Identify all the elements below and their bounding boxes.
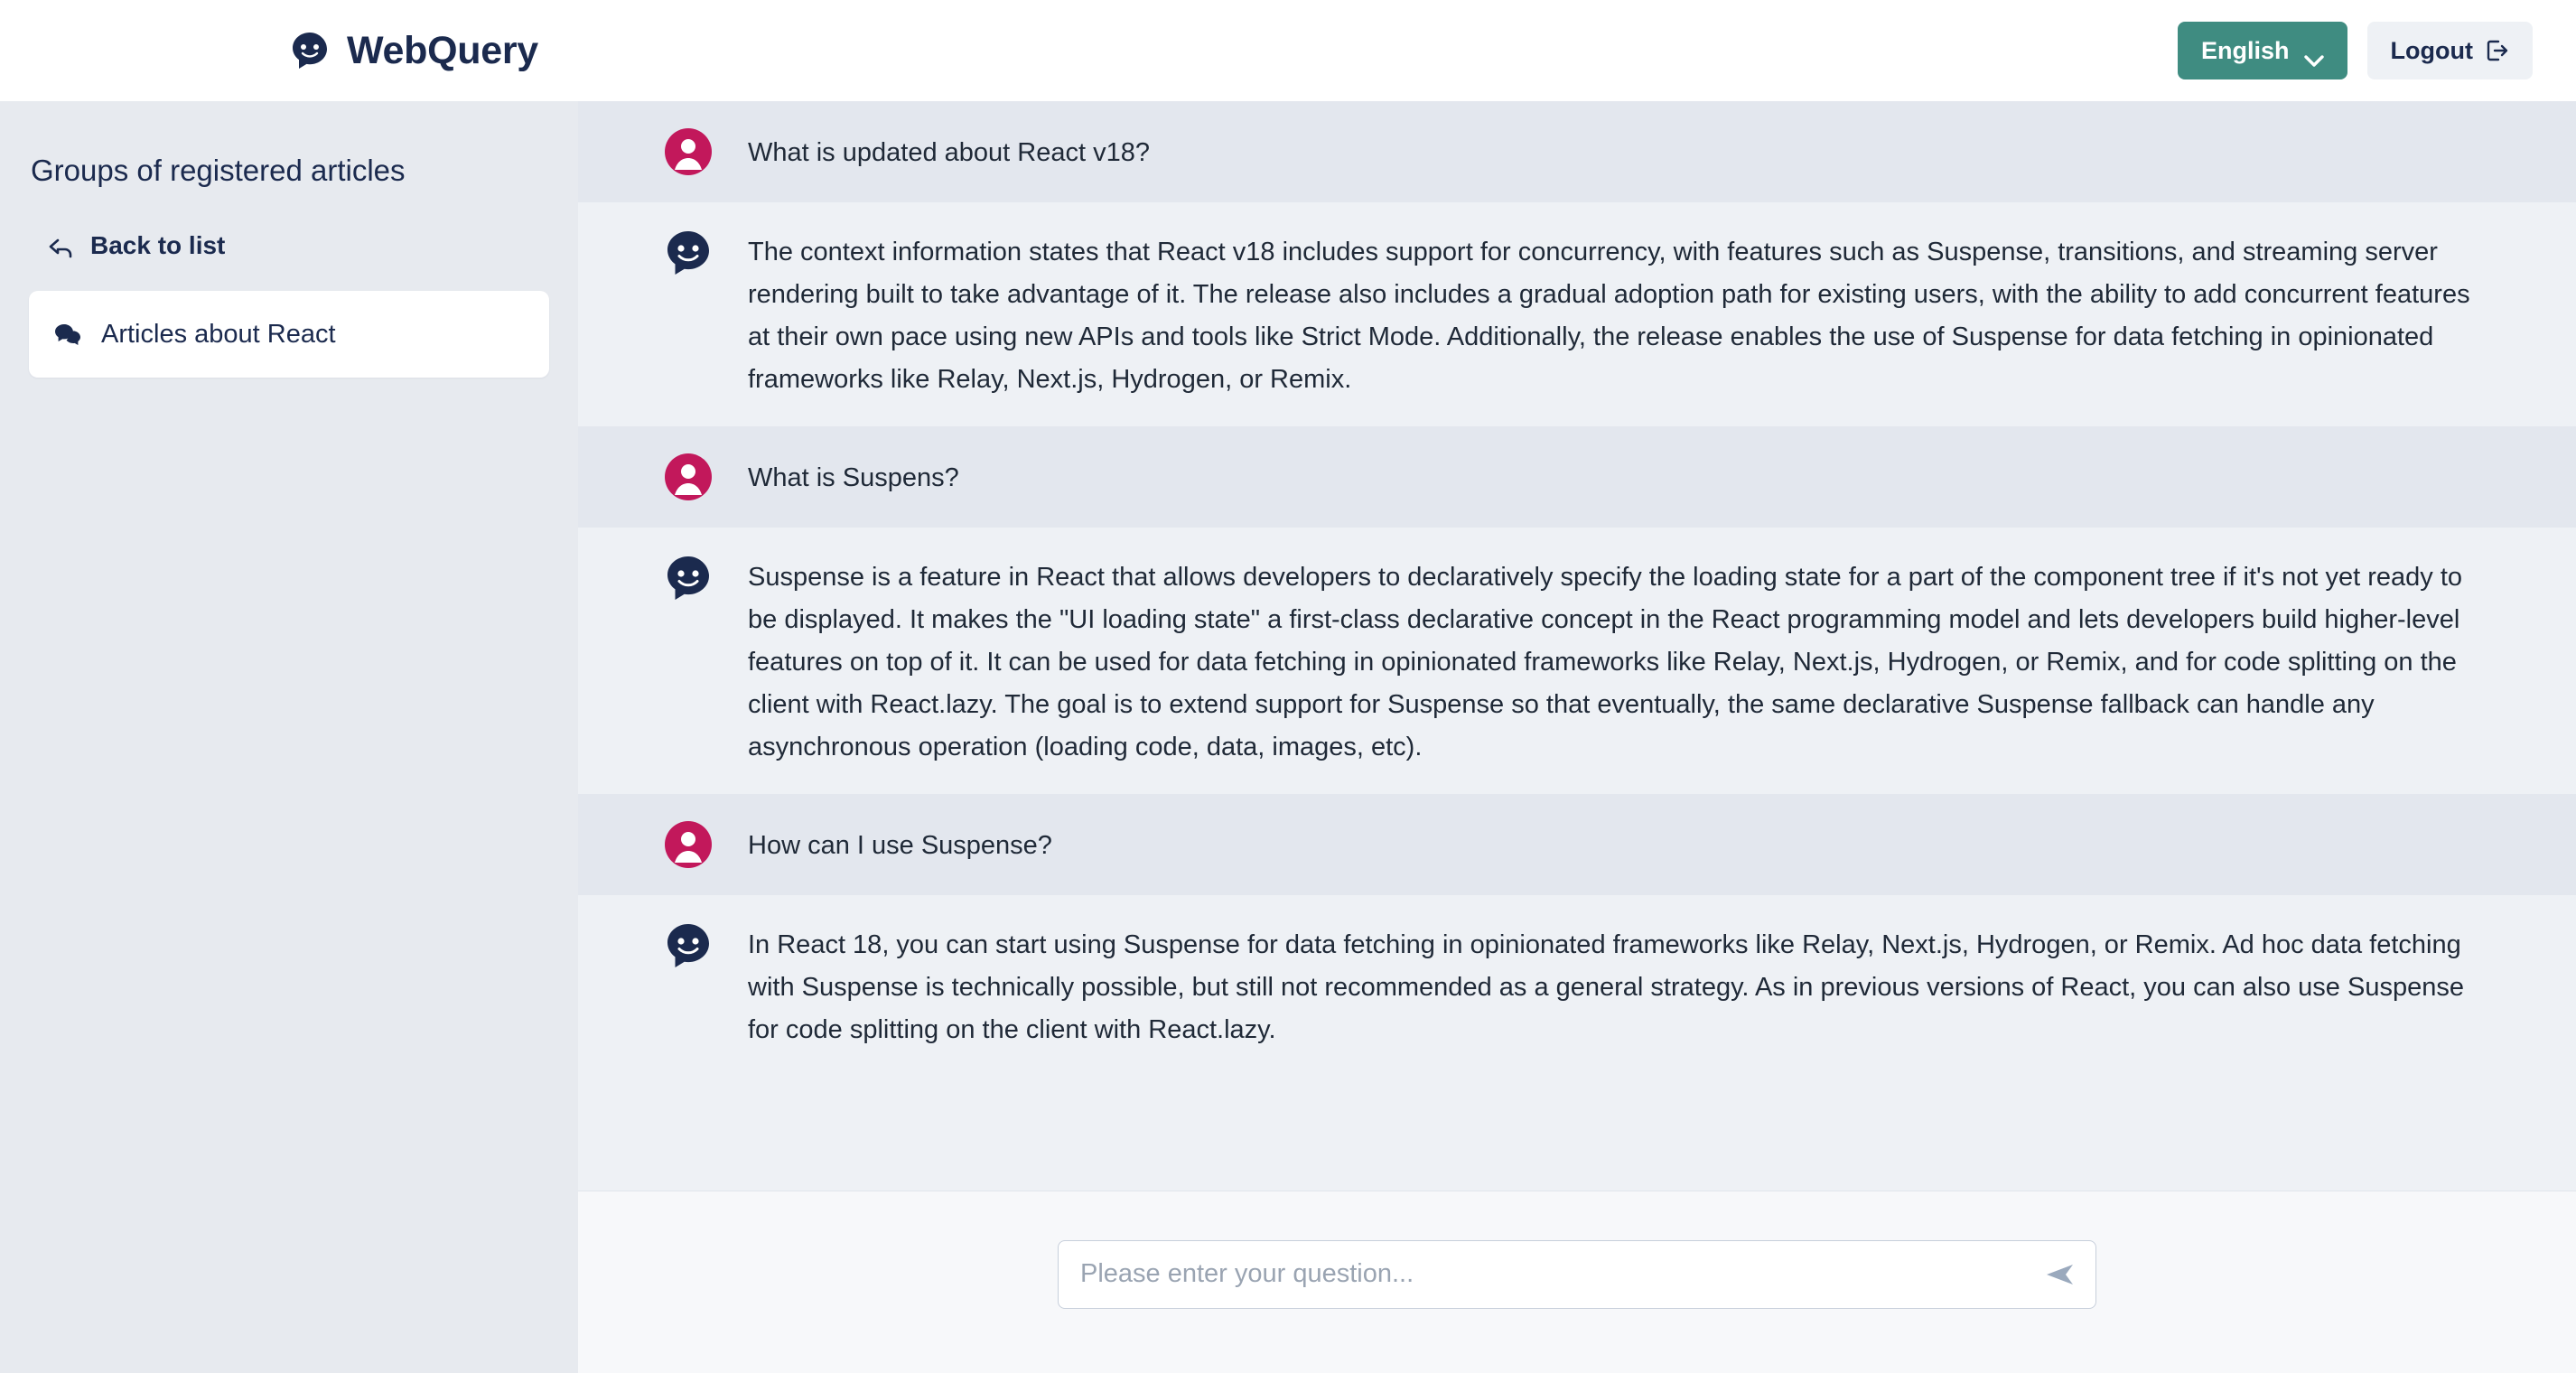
message-item (578, 794, 2576, 895)
message-item (578, 895, 2576, 1077)
message-list (578, 101, 2576, 1191)
logout-button[interactable] (2367, 22, 2533, 79)
composer-inner (1058, 1240, 2096, 1309)
app-header (0, 0, 2576, 101)
message-item (578, 202, 2576, 426)
message-text: The context information states that React v18 includes support for concurrency, with features such as Suspense, transitions, and streaming server rendering built to take advantage of it. The release also includes a gradual adoption path for existing users, with the ability to add concurrent features at their own pace using new APIs and tools like Strict Mode. Additionally, the release enables the use of Suspense for data fetching in opinionated frameworks like Relay, Next.js, Hydrogen, or Remix. (748, 238, 2470, 394)
language-selector[interactable] (2178, 22, 2347, 79)
articles-icon (54, 322, 81, 346)
message-item (578, 528, 2576, 794)
user-avatar-icon (663, 126, 714, 177)
bot-avatar-icon (663, 920, 714, 971)
back-to-list-link[interactable] (49, 231, 549, 260)
app-body (0, 101, 2576, 1373)
back-arrow-icon (49, 236, 72, 256)
message-text: What is Suspens? (748, 463, 959, 492)
message-text: In React 18, you can start using Suspense for data fetching in opinionated frameworks like Relay, Next.js, Hydrogen, or Remix. Ad hoc data fetching with Suspense is technically possible, but still not recommended as a general strategy. As in previous versions of React, you can also use Suspense for code splitting on the client with React.lazy. (748, 930, 2464, 1044)
send-button[interactable] (2040, 1258, 2080, 1291)
chevron-down-icon (2304, 45, 2324, 57)
message-item (578, 101, 2576, 202)
message-text: How can I use Suspense? (748, 831, 1052, 860)
composer (578, 1191, 2576, 1373)
message-text: What is updated about React v18? (748, 138, 1150, 167)
brand-title: WebQuery (347, 28, 538, 72)
chat-panel (578, 101, 2576, 1373)
sidebar-title: Groups of registered articles (31, 154, 406, 187)
question-input[interactable] (1058, 1240, 2096, 1309)
user-avatar-icon (663, 819, 714, 870)
sidebar-item-articles-about-react[interactable] (29, 291, 549, 378)
user-avatar-icon (663, 452, 714, 502)
header-actions (2178, 22, 2533, 79)
message-item (578, 426, 2576, 528)
back-to-list-label: Back to list (90, 231, 226, 259)
logout-icon (2486, 39, 2509, 62)
language-label: English (2201, 36, 2290, 64)
message-text: Suspense is a feature in React that allows developers to declaratively specify the loading state for a part of the component tree if it's not yet ready to be displayed. It makes the "UI loading state" a first-class declarative concept in the React programming model and lets developers build higher-level features on top of it. It can be used for data fetching in opinionated frameworks like Relay, Next.js, Hydrogen, or Remix, and for code splitting on the client with React.lazy. The goal is to extend support for Suspense so that eventually, the same declarative Suspense fallback can handle any asynchronous operation (loading code, data, images, etc). (748, 563, 2463, 761)
chat-bubble-icon (289, 30, 331, 71)
sidebar (0, 101, 578, 1373)
bot-avatar-icon (663, 553, 714, 603)
logout-label: Logout (2390, 36, 2473, 64)
bot-avatar-icon (663, 228, 714, 278)
brand (289, 30, 538, 71)
send-icon (2044, 1261, 2077, 1288)
sidebar-item-label: Articles about React (101, 319, 336, 349)
